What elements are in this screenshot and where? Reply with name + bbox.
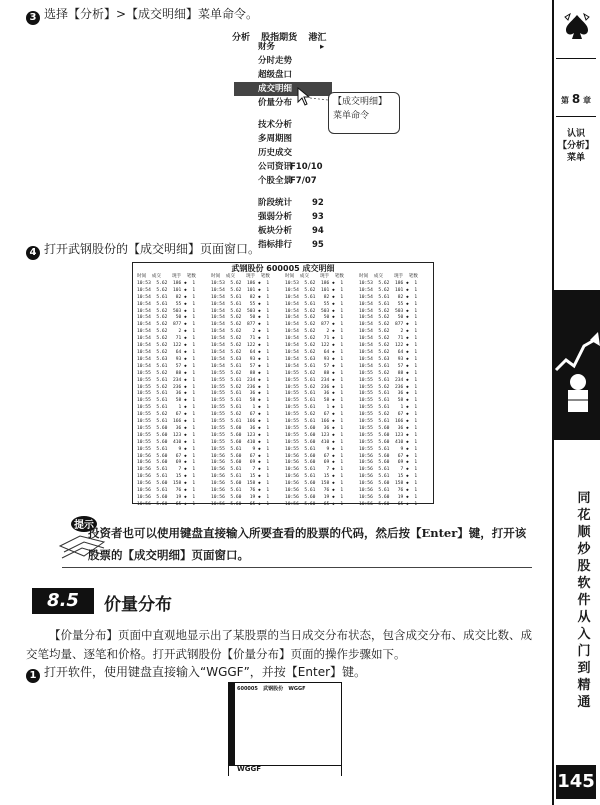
tick-row: 10:55 5.60 123 ◆ 1 xyxy=(137,432,196,438)
tick-row: 10:54 5.62 503 ◆ 1 xyxy=(285,308,344,314)
tick-row: 10:55 5.61 9 ◆ 1 xyxy=(285,446,344,452)
tick-row: 10:54 5.62 71 ◆ 1 xyxy=(211,336,270,342)
tick-row: 10:54 5.62 64 ◆ 1 xyxy=(211,349,270,355)
tick-row: 10:55 5.62 236 ◆ 1 xyxy=(359,384,418,390)
tick-row: 10:55 5.61 166 ◆ 1 xyxy=(211,419,270,425)
tick-row: 10:55 5.62 88 ◆ 1 xyxy=(359,370,418,376)
tick-row: 10:54 5.62 877 ◆ 1 xyxy=(137,322,196,328)
step-text: 打开软件，使用键盘直接输入“WGGF”，并按【Enter】键。 xyxy=(44,665,367,679)
tick-column xyxy=(137,274,209,509)
tick-row: 10:53 5.62 186 ◆ 1 xyxy=(137,280,196,286)
tick-column xyxy=(285,274,357,509)
tick-row: 10:54 5.62 2 ◆ 1 xyxy=(137,329,196,335)
tick-row: 10:56 5.60 65 ◆ 1 xyxy=(359,501,418,507)
tick-row: 10:54 5.61 57 ◆ 1 xyxy=(285,363,344,369)
tick-row: 10:55 5.61 166 ◆ 1 xyxy=(359,419,418,425)
tick-row: 10:54 5.62 503 ◆ 1 xyxy=(211,308,270,314)
tick-row: 10:54 5.61 55 ◆ 1 xyxy=(137,301,196,307)
tick-row: 10:54 5.62 101 ◆ 1 xyxy=(359,287,418,293)
tick-row: 10:55 5.61 58 ◆ 1 xyxy=(137,398,196,404)
tick-row: 10:54 5.62 2 ◆ 1 xyxy=(211,329,270,335)
tick-row: 10:55 5.62 88 ◆ 1 xyxy=(137,370,196,376)
tick-row: 10:55 5.62 67 ◆ 1 xyxy=(137,412,196,418)
tick-row: 10:56 5.61 15 ◆ 1 xyxy=(211,474,270,480)
tick-table-title: 武钢股份 600005 成交明细 xyxy=(231,264,335,273)
menu-item[interactable]: 超级盘口 xyxy=(258,70,293,80)
tick-row: 10:56 5.60 67 ◆ 1 xyxy=(359,453,418,459)
tick-row: 10:55 5.62 236 ◆ 1 xyxy=(285,384,344,390)
menu-bar-item[interactable]: 股指期货 xyxy=(261,33,298,43)
tick-row: 10:54 5.61 57 ◆ 1 xyxy=(211,363,270,369)
menu-item[interactable]: 价量分布 xyxy=(258,98,293,108)
tick-column xyxy=(359,274,431,509)
tick-row: 10:55 5.60 410 ◆ 1 xyxy=(359,439,418,445)
tick-row: 10:55 5.62 67 ◆ 1 xyxy=(285,412,344,418)
tick-row: 10:54 5.63 93 ◆ 1 xyxy=(359,356,418,362)
tip-divider xyxy=(62,567,532,568)
tick-row: 10:55 5.61 1 ◆ 1 xyxy=(211,405,270,411)
tick-detail-window xyxy=(132,262,434,507)
tick-row: 10:55 5.61 234 ◆ 1 xyxy=(137,377,196,383)
tick-row: 10:55 5.61 58 ◆ 1 xyxy=(285,398,344,404)
step-number: 1 xyxy=(26,669,40,683)
menu-item[interactable]: 指标排行 95 xyxy=(258,240,324,250)
menu-item[interactable]: 强弱分析 93 xyxy=(258,212,324,222)
menu-item[interactable]: 多周期图 xyxy=(258,134,293,144)
step-1 xyxy=(26,664,366,683)
tick-row: 10:54 5.62 50 ◆ 1 xyxy=(285,315,344,321)
menu-item[interactable]: 公司资讯 F10/10 xyxy=(258,162,323,172)
step-3 xyxy=(26,6,258,25)
tick-row: 10:54 5.62 71 ◆ 1 xyxy=(137,336,196,342)
tick-row: 10:55 5.60 36 ◆ 1 xyxy=(359,425,418,431)
tick-row: 10:54 5.62 50 ◆ 1 xyxy=(211,315,270,321)
tick-row: 10:55 5.62 67 ◆ 1 xyxy=(359,412,418,418)
tick-row: 10:54 5.62 877 ◆ 1 xyxy=(211,322,270,328)
tip-text: 投资者也可以使用键盘直接输入所要查看的股票的代码，然后按【Enter】键，打开该股票的【成交明细】页面窗口。 xyxy=(88,526,527,562)
section-number: 8.5 xyxy=(32,588,94,614)
tick-row: 10:56 5.60 158 ◆ 1 xyxy=(285,481,344,487)
tick-row: 10:54 5.62 71 ◆ 1 xyxy=(359,336,418,342)
tick-column-header: 时间 成交 现手 笔数 xyxy=(359,274,418,279)
tick-row: 10:56 5.61 7 ◆ 1 xyxy=(211,467,270,473)
terminal-header: 600005 武钢股份 WGGF xyxy=(237,686,306,692)
tick-row: 10:56 5.61 7 ◆ 1 xyxy=(285,467,344,473)
tick-row: 10:54 5.62 101 ◆ 1 xyxy=(137,287,196,293)
page-number: 145 xyxy=(556,765,596,799)
tick-row: 10:56 5.61 76 ◆ 1 xyxy=(137,488,196,494)
tick-row: 10:54 5.61 82 ◆ 1 xyxy=(359,294,418,300)
tick-row: 10:55 5.61 1 ◆ 1 xyxy=(285,405,344,411)
tick-row: 10:54 5.61 82 ◆ 1 xyxy=(137,294,196,300)
menu-bar-item[interactable]: 分析 xyxy=(232,33,251,43)
tick-row: 10:54 5.62 877 ◆ 1 xyxy=(285,322,344,328)
tick-row: 10:55 5.61 36 ◆ 1 xyxy=(211,391,270,397)
tick-row: 10:56 5.61 7 ◆ 1 xyxy=(137,467,196,473)
tick-row: 10:53 5.62 186 ◆ 1 xyxy=(211,280,270,286)
section-title: 价量分布 xyxy=(104,595,172,615)
svg-text:提示: 提示 xyxy=(74,520,94,531)
tick-row: 10:56 5.60 19 ◆ 1 xyxy=(137,495,196,500)
tick-row: 10:56 5.60 158 ◆ 1 xyxy=(359,481,418,487)
tick-row: 10:56 5.60 69 ◆ 1 xyxy=(285,460,344,466)
section-intro: 【价量分布】页面中直观地显示出了某股票的当日成交分布状态，包含成交分布、成交比数、成交笔均量、逐笔和价格。打开武钢股份【价量分布】页面的操作步骤如下。 xyxy=(26,628,532,661)
chapter-label: 第 8 章 xyxy=(561,92,591,106)
tick-row: 10:54 5.61 57 ◆ 1 xyxy=(137,363,196,369)
tick-row: 10:54 5.62 64 ◆ 1 xyxy=(285,349,344,355)
tick-row: 10:55 5.62 236 ◆ 1 xyxy=(137,384,196,390)
tick-row: 10:54 5.62 122 ◆ 1 xyxy=(285,343,344,349)
tick-row: 10:55 5.61 1 ◆ 1 xyxy=(137,405,196,411)
menu-item[interactable]: 阶段统计 92 xyxy=(258,198,324,208)
tick-row: 10:55 5.61 58 ◆ 1 xyxy=(211,398,270,404)
tick-row: 10:55 5.61 166 ◆ 1 xyxy=(285,419,344,425)
tick-row: 10:54 5.62 50 ◆ 1 xyxy=(137,315,196,321)
tick-row: 10:54 5.62 2 ◆ 1 xyxy=(285,329,344,335)
tick-row: 10:54 5.62 122 ◆ 1 xyxy=(137,343,196,349)
tick-row: 10:55 5.61 234 ◆ 1 xyxy=(285,377,344,383)
sidebar-divider xyxy=(556,58,596,59)
tick-row: 10:55 5.60 36 ◆ 1 xyxy=(211,425,270,431)
tick-row: 10:55 5.61 9 ◆ 1 xyxy=(211,446,270,452)
tick-row: 10:55 5.61 9 ◆ 1 xyxy=(137,446,196,452)
book-title: 同花顺炒股软件从入门到精通 xyxy=(577,491,591,710)
step-number: 3 xyxy=(26,11,40,25)
step-text: 打开武钢股份的【成交明细】页面窗口。 xyxy=(44,242,261,256)
tick-row: 10:55 5.61 36 ◆ 1 xyxy=(137,391,196,397)
tick-row: 10:54 5.61 82 ◆ 1 xyxy=(211,294,270,300)
tick-row: 10:56 5.60 19 ◆ 1 xyxy=(285,495,344,500)
menu-item[interactable]: 财务 ▸ xyxy=(258,42,325,52)
spade-logo-icon xyxy=(562,12,592,42)
step-text: 选择【分析】>【成交明细】菜单命令。 xyxy=(44,7,259,21)
tick-row: 10:56 5.60 19 ◆ 1 xyxy=(359,495,418,500)
tick-row: 10:55 5.60 410 ◆ 1 xyxy=(211,439,270,445)
tick-row: 10:55 5.60 123 ◆ 1 xyxy=(285,432,344,438)
tick-row: 10:54 5.63 93 ◆ 1 xyxy=(211,356,270,362)
tick-row: 10:55 5.62 88 ◆ 1 xyxy=(285,370,344,376)
tick-column xyxy=(211,274,283,509)
tick-row: 10:55 5.60 410 ◆ 1 xyxy=(285,439,344,445)
tick-row: 10:55 5.61 9 ◆ 1 xyxy=(359,446,418,452)
tick-row: 10:54 5.63 93 ◆ 1 xyxy=(285,356,344,362)
sidebar-divider xyxy=(556,116,596,117)
tick-row: 10:55 5.61 1 ◆ 1 xyxy=(359,405,418,411)
tick-row: 10:54 5.62 503 ◆ 1 xyxy=(137,308,196,314)
tick-row: 10:56 5.61 76 ◆ 1 xyxy=(285,488,344,494)
analysis-menu xyxy=(234,40,332,252)
tick-row: 10:56 5.60 69 ◆ 1 xyxy=(137,460,196,466)
tick-row: 10:55 5.62 236 ◆ 1 xyxy=(211,384,270,390)
tick-row: 10:54 5.61 55 ◆ 1 xyxy=(211,301,270,307)
tick-row: 10:56 5.60 158 ◆ 1 xyxy=(137,481,196,487)
tick-row: 10:56 5.60 158 ◆ 1 xyxy=(211,481,270,487)
rising-chart-illustration-icon xyxy=(554,290,600,440)
tick-row: 10:56 5.60 65 ◆ 1 xyxy=(137,501,196,507)
tick-row: 10:54 5.62 503 ◆ 1 xyxy=(359,308,418,314)
tick-row: 10:56 5.61 76 ◆ 1 xyxy=(359,488,418,494)
callout-box: 【成交明细】 菜单命令 xyxy=(328,92,400,134)
step-number: 4 xyxy=(26,246,40,260)
step-4 xyxy=(26,241,260,260)
tick-row: 10:56 5.60 69 ◆ 1 xyxy=(359,460,418,466)
tick-row: 10:56 5.60 67 ◆ 1 xyxy=(137,453,196,459)
tick-row: 10:54 5.61 55 ◆ 1 xyxy=(285,301,344,307)
tick-row: 10:54 5.62 122 ◆ 1 xyxy=(359,343,418,349)
tick-row: 10:55 5.61 234 ◆ 1 xyxy=(359,377,418,383)
tick-row: 10:54 5.62 71 ◆ 1 xyxy=(285,336,344,342)
tick-row: 10:54 5.61 57 ◆ 1 xyxy=(359,363,418,369)
tick-row: 10:55 5.61 234 ◆ 1 xyxy=(211,377,270,383)
tick-row: 10:53 5.62 186 ◆ 1 xyxy=(285,280,344,286)
tick-row: 10:54 5.63 93 ◆ 1 xyxy=(137,356,196,362)
tick-row: 10:54 5.61 82 ◆ 1 xyxy=(285,294,344,300)
menu-item[interactable]: 技术分析 xyxy=(258,120,293,130)
menu-item[interactable]: 分时走势 xyxy=(258,56,293,66)
tick-row: 10:55 5.60 36 ◆ 1 xyxy=(285,425,344,431)
tick-row: 10:55 5.61 166 ◆ 1 xyxy=(137,419,196,425)
tick-column-header: 时间 成交 现手 笔数 xyxy=(137,274,196,279)
sidebar-illustration xyxy=(554,290,600,440)
tick-row: 10:53 5.62 186 ◆ 1 xyxy=(359,280,418,286)
menu-item[interactable]: 个股全景 F7/07 xyxy=(258,176,317,186)
menu-item-selected[interactable]: 成交明细 xyxy=(234,82,332,96)
menu-bar-item[interactable]: 港汇 xyxy=(308,33,327,43)
tick-row: 10:55 5.61 36 ◆ 1 xyxy=(359,391,418,397)
tick-column-header: 时间 成交 现手 笔数 xyxy=(285,274,344,279)
tick-row: 10:55 5.62 67 ◆ 1 xyxy=(211,412,270,418)
tick-column-header: 时间 成交 现手 笔数 xyxy=(211,274,270,279)
tick-row: 10:56 5.61 15 ◆ 1 xyxy=(285,474,344,480)
tick-row: 10:55 5.60 123 ◆ 1 xyxy=(359,432,418,438)
tick-row: 10:56 5.61 15 ◆ 1 xyxy=(137,474,196,480)
terminal-sidebar xyxy=(229,683,235,775)
chapter-subtitle: 认识 【分析】 菜单 xyxy=(557,129,594,163)
tick-row: 10:54 5.61 55 ◆ 1 xyxy=(359,301,418,307)
tick-row: 10:54 5.62 877 ◆ 1 xyxy=(359,322,418,328)
tick-row: 10:54 5.62 2 ◆ 1 xyxy=(359,329,418,335)
tick-row: 10:55 5.60 36 ◆ 1 xyxy=(137,425,196,431)
tick-row: 10:56 5.60 19 ◆ 1 xyxy=(211,495,270,500)
tick-row: 10:56 5.60 67 ◆ 1 xyxy=(285,453,344,459)
software-window xyxy=(228,682,342,776)
tick-row: 10:54 5.62 101 ◆ 1 xyxy=(211,287,270,293)
tick-row: 10:56 5.60 65 ◆ 1 xyxy=(211,501,270,507)
tick-row: 10:54 5.62 101 ◆ 1 xyxy=(285,287,344,293)
tick-row: 10:55 5.60 410 ◆ 1 xyxy=(137,439,196,445)
tick-row: 10:54 5.62 64 ◆ 1 xyxy=(359,349,418,355)
keyboard-input-text[interactable]: WGGF xyxy=(237,765,261,773)
tick-row: 10:54 5.62 50 ◆ 1 xyxy=(359,315,418,321)
tick-row: 10:56 5.61 7 ◆ 1 xyxy=(359,467,418,473)
tick-row: 10:55 5.60 123 ◆ 1 xyxy=(211,432,270,438)
tick-row: 10:54 5.62 64 ◆ 1 xyxy=(137,349,196,355)
tick-row: 10:56 5.61 15 ◆ 1 xyxy=(359,474,418,480)
tick-row: 10:54 5.62 122 ◆ 1 xyxy=(211,343,270,349)
tick-row: 10:56 5.60 65 ◆ 1 xyxy=(285,501,344,507)
tick-row: 10:55 5.62 88 ◆ 1 xyxy=(211,370,270,376)
tick-row: 10:55 5.61 58 ◆ 1 xyxy=(359,398,418,404)
menu-item[interactable]: 历史成交 xyxy=(258,148,293,158)
tick-row: 10:55 5.61 36 ◆ 1 xyxy=(285,391,344,397)
menu-item[interactable]: 板块分析 94 xyxy=(258,226,324,236)
tick-row: 10:56 5.60 67 ◆ 1 xyxy=(211,453,270,459)
tick-row: 10:56 5.60 69 ◆ 1 xyxy=(211,460,270,466)
tick-row: 10:56 5.61 76 ◆ 1 xyxy=(211,488,270,494)
